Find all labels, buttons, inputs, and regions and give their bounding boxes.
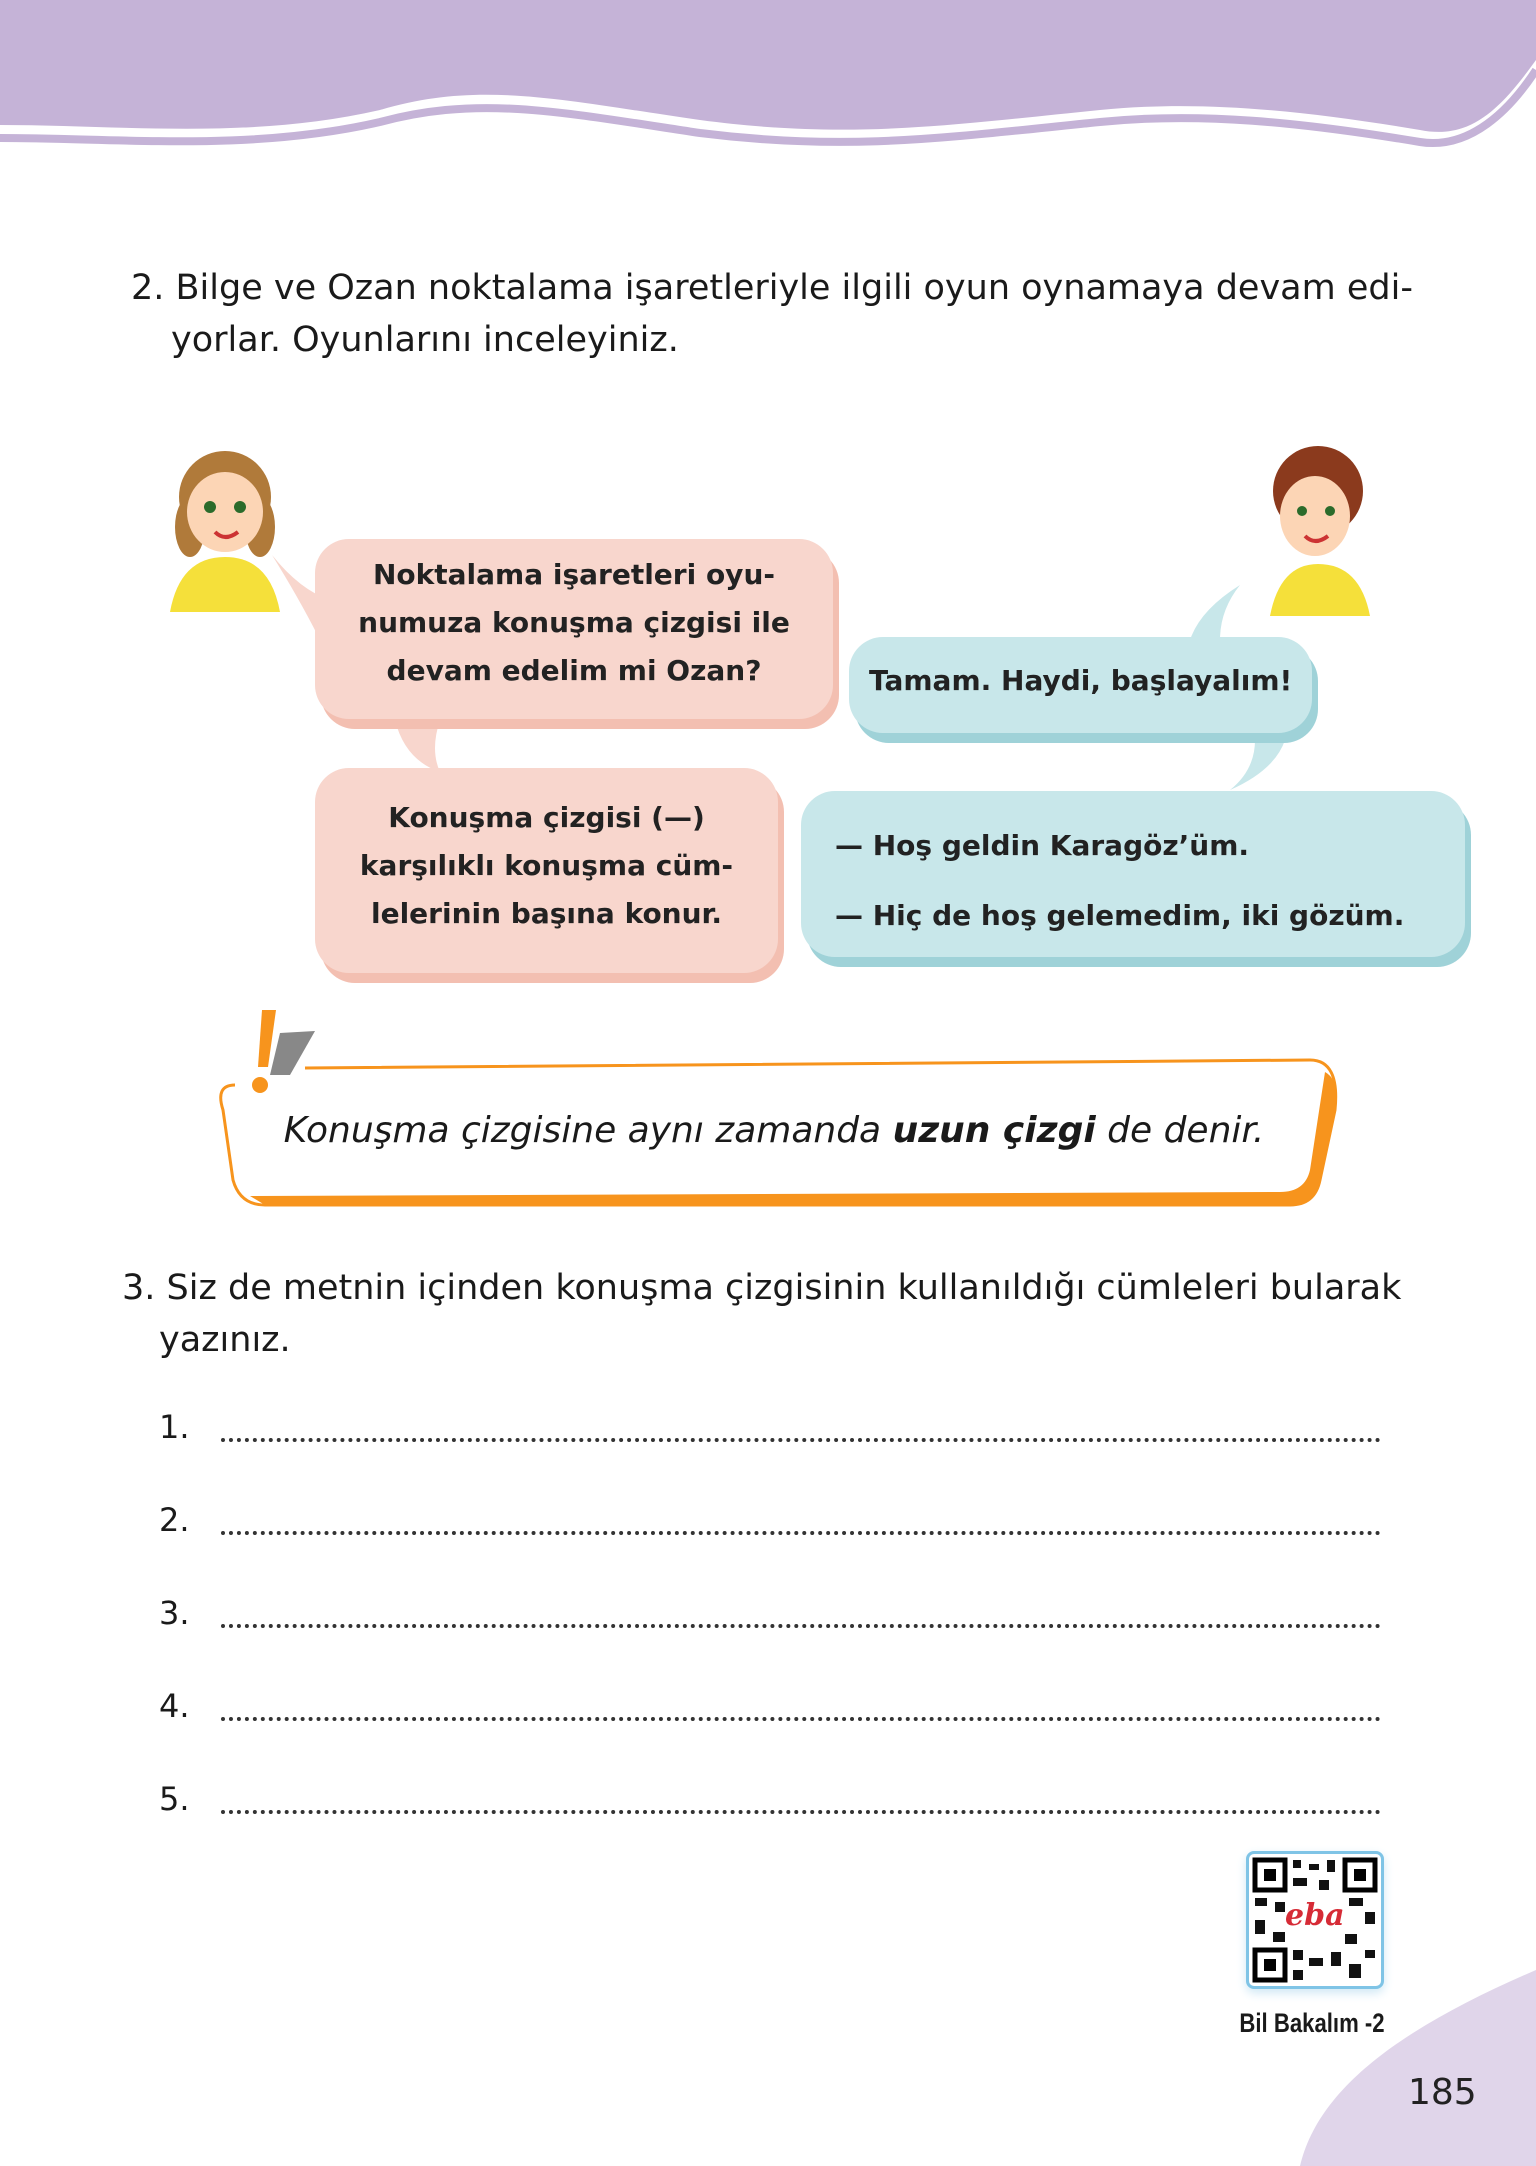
note-text-after: de denir. [1095,1110,1265,1151]
bubble-line: — Hiç de hoş gelemedim, iki gözüm. [835,899,1405,932]
answer-line[interactable] [159,1594,1381,1634]
bilge-speech-bubble-2 [315,768,778,973]
bilge-speech-bubble-1 [315,539,833,719]
question-text-line1: Bilge ve Ozan noktalama işaretleriyle ilgili oyun oynamaya devam edi- [175,268,1413,308]
question-number: 3. [122,1268,156,1308]
answer-line[interactable] [159,1780,1381,1820]
dotted-line [221,1624,1381,1628]
bubble-line: Tamam. Haydi, başlayalım! [869,664,1293,697]
note-text-before: Konuşma çizgisine aynı zamanda [283,1110,893,1151]
answer-line[interactable] [159,1408,1381,1448]
bubble-line: lelerinin başına konur. [371,897,722,930]
answer-number: 1. [159,1408,190,1446]
question-text-line2: yorlar. Oyunlarını inceleyiniz. [171,320,679,360]
eba-logo: eba [1285,1898,1345,1933]
answer-number: 2. [159,1501,190,1539]
bubble-line: karşılıklı konuşma cüm- [359,849,734,882]
corner-decoration [1300,1970,1536,2166]
dotted-line [221,1810,1381,1814]
answer-number: 4. [159,1687,190,1725]
page-number: 185 [1408,2072,1477,2113]
bubble-line: devam edelim mi Ozan? [386,654,762,687]
answer-line[interactable] [159,1687,1381,1727]
note-box [205,1000,1345,1215]
answer-number: 3. [159,1594,190,1632]
exclamation-icon [240,1005,320,1100]
qr-code[interactable] [1246,1851,1384,1989]
ozan-speech-bubble-1 [849,637,1312,733]
question-number: 2. [131,268,165,308]
question-text-line2: yazınız. [159,1320,291,1360]
note-text [214,1110,1334,1151]
question-text-line1: Siz de metnin içinden konuşma çizgisinin kullanıldığı cümleleri bularak [166,1268,1402,1308]
dotted-line [221,1717,1381,1721]
bubble-line: Konuşma çizgisi (—) [388,801,705,834]
dotted-line [221,1531,1381,1535]
note-text-bold: uzun çizgi [892,1110,1096,1151]
bubble-line: — Hoş geldin Karagöz’üm. [835,829,1250,862]
answer-line[interactable] [159,1501,1381,1541]
question-3 [122,1262,1401,1366]
bubble-line: Noktalama işaretleri oyu- [372,558,775,591]
answer-number: 5. [159,1780,190,1818]
ozan-speech-bubble-2 [801,791,1465,957]
dotted-line [221,1438,1381,1442]
bubble-line: numuza konuşma çizgisi ile [358,606,790,639]
qr-label: Bil Bakalım -2 [1239,2008,1385,2038]
